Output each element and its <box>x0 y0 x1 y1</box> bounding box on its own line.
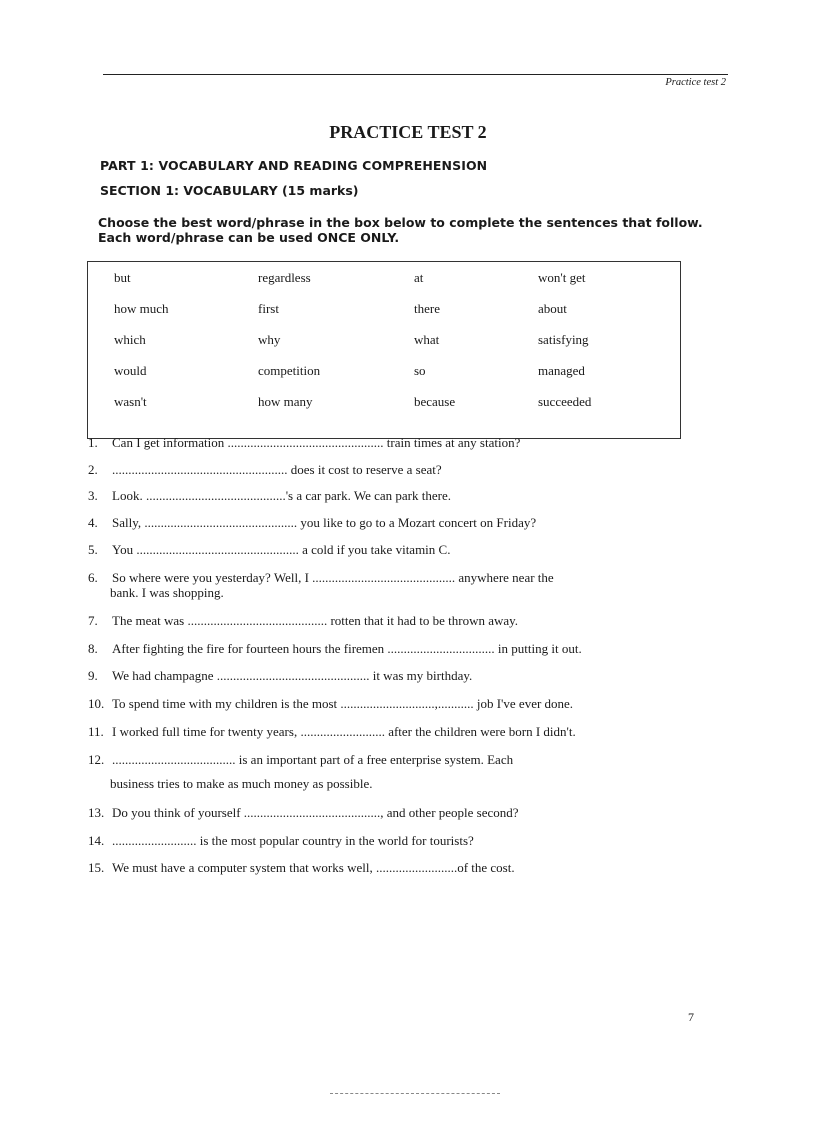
word-option: at <box>414 270 424 285</box>
page-number: 7 <box>688 1010 694 1024</box>
instructions-line-1: Choose the best word/phrase in the box below to complete the sentences that follow. <box>98 215 703 230</box>
word-option: how many <box>258 394 313 409</box>
instructions <box>98 215 718 245</box>
question-item: 15. We must have a computer system that works well, .........................of the cost. <box>88 860 515 875</box>
word-option: regardless <box>258 270 311 285</box>
word-option: satisfying <box>538 332 589 347</box>
question-item: 13. Do you think of yourself .........................................., and other people second? <box>88 805 519 820</box>
word-option: managed <box>538 363 585 378</box>
question-item: 14. .......................... is the most popular country in the world for tourists? <box>88 833 474 848</box>
header-rule <box>103 74 728 75</box>
word-option: would <box>114 363 147 378</box>
section-heading: SECTION 1: VOCABULARY (15 marks) <box>100 183 359 198</box>
word-box <box>87 261 681 439</box>
word-option: which <box>114 332 146 347</box>
question-item: 1. Can I get information ................................................ train times at any station? <box>88 435 521 450</box>
word-option: competition <box>258 363 321 378</box>
question-item: 10. To spend time with my children is the most .............................,........... job I've ever done. <box>88 696 574 711</box>
scan-artifact-divider <box>330 1093 500 1094</box>
running-header: Practice test 2 <box>665 77 726 88</box>
question-item: 2. ...................................................... does it cost to reserve a seat? <box>88 462 442 477</box>
word-option: because <box>414 394 456 409</box>
word-option: wasn't <box>114 394 147 409</box>
word-option: so <box>414 363 426 378</box>
word-grid <box>114 270 678 425</box>
word-option: won't get <box>538 270 586 285</box>
question-item: 6. So where were you yesterday? Well, I ............................................ anywhere near the <box>88 570 554 585</box>
question-item: 11. I worked full time for twenty years, .......................... after the children were born I didn't. <box>88 724 576 739</box>
word-option: but <box>114 270 131 285</box>
word-option: what <box>414 332 440 347</box>
part-heading: PART 1: VOCABULARY AND READING COMPREHENSION <box>100 158 488 173</box>
question-continuation: business tries to make as much money as possible. <box>110 776 373 791</box>
word-option: how much <box>114 301 169 316</box>
question-continuation: bank. I was shopping. <box>110 585 224 600</box>
question-item: 3. Look. ...........................................'s a car park. We can park there. <box>88 488 451 503</box>
word-option: there <box>414 301 440 316</box>
question-item: 4. Sally, ............................................... you like to go to a Mozart concert on Friday? <box>88 515 537 530</box>
question-item: 8. After fighting the fire for fourteen hours the firemen ................................. in putting it out. <box>88 641 582 656</box>
question-item: 5. You .................................................. a cold if you take vitamin C. <box>88 542 451 557</box>
instructions-line-2: Each word/phrase can be used ONCE ONLY. <box>98 230 400 245</box>
page-title: PRACTICE TEST 2 <box>329 122 487 142</box>
word-option: about <box>538 301 567 316</box>
question-item: 7. The meat was ........................................... rotten that it had to be thrown away. <box>88 613 519 628</box>
word-option: succeeded <box>538 394 592 409</box>
question-item: 12. ...................................... is an important part of a free enterprise system. Each <box>88 752 514 767</box>
word-option: first <box>258 301 279 316</box>
word-option: why <box>258 332 281 347</box>
question-item: 9. We had champagne ............................................... it was my birthday. <box>88 668 473 683</box>
